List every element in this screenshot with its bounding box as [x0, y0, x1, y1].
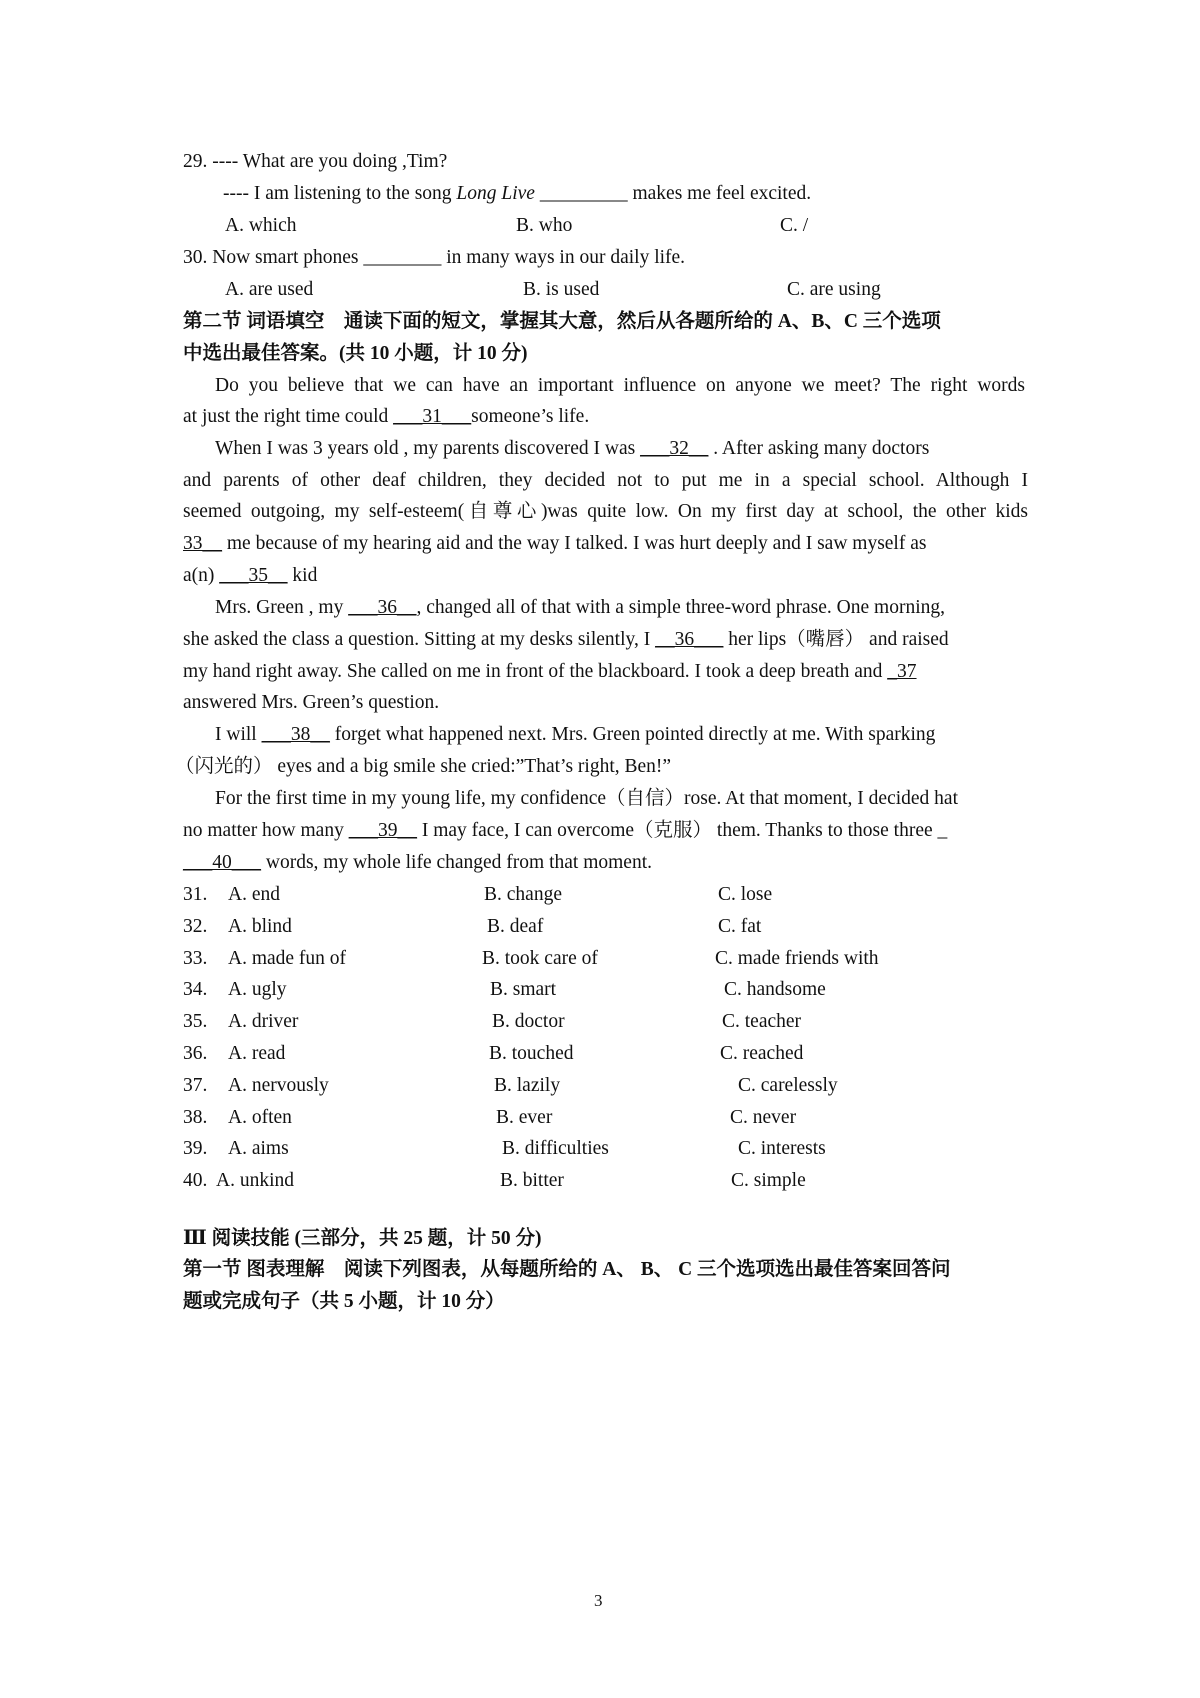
option-number: 34.: [183, 979, 208, 1001]
option-b: B. change: [484, 884, 562, 905]
q29-line2-rest: _________ makes me feel excited.: [534, 183, 812, 204]
section3-title: Ⅲ 阅读技能 (三部分，共 25 题，计 50 分): [183, 1228, 542, 1249]
passage-text: , changed all of that with a simple three-word phrase. One morning,: [416, 597, 945, 618]
option-c: C. reached: [720, 1043, 804, 1064]
option-number: 33.: [183, 947, 208, 969]
blank-33: 33__: [183, 533, 222, 554]
blank-40: ___40___: [183, 852, 261, 873]
passage-line-3: [215, 437, 929, 461]
blank-37: _37: [887, 661, 917, 682]
passage-text: at just the right time could: [183, 406, 394, 427]
option-b: B. doctor: [492, 1011, 565, 1033]
blank-38: ___38__: [261, 724, 330, 745]
blank-36-second: __36___: [655, 629, 724, 650]
blank-36-first: ___36__: [348, 597, 417, 618]
passage-text: her lips（嘴唇） and raised: [723, 629, 949, 650]
passage-line-11: answered Mrs. Green’s question.: [183, 692, 440, 713]
passage-text: forget what happened next. Mrs. Green pointed directly at me. With sparking: [329, 724, 936, 745]
passage-line-9: [183, 628, 949, 652]
option-b: B. difficulties: [502, 1138, 609, 1160]
option-a: A. made fun of: [228, 947, 347, 969]
section3-heading-line1: 第一节 图表理解 阅读下列图表，从每题所给的 A、 B、 C 三个选项选出最佳答案回答问: [183, 1259, 951, 1280]
passage-text: someone’s life.: [471, 406, 590, 427]
option-number: 36.: [183, 1043, 208, 1064]
option-b: B. took care of: [482, 947, 598, 969]
passage-line-16: [183, 851, 652, 875]
option-a: A. often: [228, 1106, 292, 1128]
q29-option-a: A. which: [225, 215, 297, 236]
q30-option-a: A. are used: [225, 279, 314, 300]
passage-text: I may face, I can overcome（克服） them. Thanks to those three _: [416, 820, 948, 841]
passage-line-4: and parents of other deaf children, they decided not to put me in a special school. Although I: [183, 470, 1028, 491]
q30-stem: 30. Now smart phones ________ in many ways in our daily life.: [183, 247, 686, 268]
passage-line-1: Do you believe that we can have an important influence on anyone we meet? The right words: [215, 375, 1025, 396]
option-c: C. fat: [718, 915, 762, 937]
section3-heading-line2: 题或完成句子（共 5 小题，计 10 分）: [183, 1291, 505, 1312]
passage-line-10: [183, 660, 917, 684]
q29-line2-text: ---- I am listening to the song: [223, 183, 457, 204]
option-a: A. nervously: [228, 1074, 329, 1096]
passage-line-5: seemed outgoing, my self-esteem(自尊心)was quite low. On my first day at school, the other kids: [183, 501, 1028, 522]
option-c: C. simple: [731, 1170, 806, 1192]
page-number: 3: [594, 1591, 603, 1610]
option-number: 39.: [183, 1138, 208, 1160]
option-c: C. teacher: [722, 1011, 802, 1033]
passage-line-15: [183, 819, 947, 843]
passage-line-13: （闪光的） eyes and a big smile she cried:”That’s right, Ben!”: [175, 756, 672, 777]
passage-text: my hand right away. She called on me in front of the blackboard. I took a deep breath and: [183, 661, 888, 682]
passage-text: words, my whole life changed from that moment.: [261, 852, 652, 873]
option-number: 32.: [183, 915, 208, 937]
option-b: B. smart: [490, 979, 557, 1001]
blank-31: ___31___: [393, 406, 472, 427]
passage-text: she asked the class a question. Sitting at my desks silently, I: [183, 629, 656, 650]
option-b: B. touched: [489, 1043, 574, 1064]
q29-option-b: B. who: [516, 215, 573, 236]
option-a: A. unkind: [216, 1170, 294, 1192]
passage-text: a(n): [183, 565, 220, 586]
passage-line-6: [183, 532, 926, 556]
q30-option-b: B. is used: [523, 279, 600, 300]
option-number: 40.: [183, 1170, 208, 1192]
option-c: C. interests: [738, 1138, 826, 1160]
option-b: B. deaf: [487, 915, 544, 937]
option-b: B. bitter: [500, 1170, 564, 1192]
option-number: 35.: [183, 1011, 208, 1033]
section2-heading-line1: 第二节 词语填空 通读下面的短文，掌握其大意，然后从各题所给的 A、B、C 三个选项: [183, 311, 941, 332]
blank-32: ___32__: [640, 438, 709, 459]
option-c: C. handsome: [724, 979, 826, 1001]
passage-text: . After asking many doctors: [708, 438, 930, 459]
option-c: C. made friends with: [715, 947, 879, 969]
passage-text: me because of my hearing aid and the way I talked. I was hurt deeply and I saw myself as: [222, 533, 927, 554]
q29-line2: [223, 182, 811, 206]
option-a: A. ugly: [228, 979, 287, 1001]
passage-line-7: [183, 564, 317, 588]
passage-line-14: For the first time in my young life, my confidence（自信）rose. At that moment, I decided hat: [215, 788, 959, 809]
passage-text: no matter how many: [183, 820, 349, 841]
option-a: A. blind: [228, 915, 292, 937]
passage-text: I will: [215, 724, 262, 745]
blank-39: ___39__: [348, 820, 417, 841]
passage-text: When I was 3 years old , my parents discovered I was: [215, 438, 641, 459]
passage-line-2: [183, 405, 589, 429]
option-a: A. driver: [228, 1011, 299, 1033]
q29-song-title: Long Live: [456, 183, 535, 204]
passage-text: Mrs. Green , my: [215, 597, 349, 618]
option-c: C. lose: [718, 884, 773, 905]
passage-text: kid: [287, 565, 318, 586]
option-a: A. read: [228, 1043, 286, 1064]
option-number: 38.: [183, 1106, 208, 1128]
q29-option-c: C. /: [780, 215, 809, 236]
option-a: A. end: [228, 884, 280, 905]
q29-stem: 29. ---- What are you doing ,Tim?: [183, 151, 448, 172]
passage-line-8: [215, 596, 945, 620]
option-number: 31.: [183, 884, 208, 905]
option-number: 37.: [183, 1074, 208, 1096]
section2-heading-line2: 中选出最佳答案。(共 10 小题，计 10 分): [183, 343, 528, 364]
blank-35: ___35__: [219, 565, 288, 586]
option-a: A. aims: [228, 1138, 289, 1160]
option-b: B. ever: [496, 1106, 553, 1128]
option-b: B. lazily: [494, 1074, 561, 1096]
passage-line-12: [215, 723, 935, 747]
option-c: C. never: [730, 1106, 797, 1128]
option-c: C. carelessly: [738, 1074, 838, 1096]
q30-option-c: C. are using: [787, 279, 881, 300]
